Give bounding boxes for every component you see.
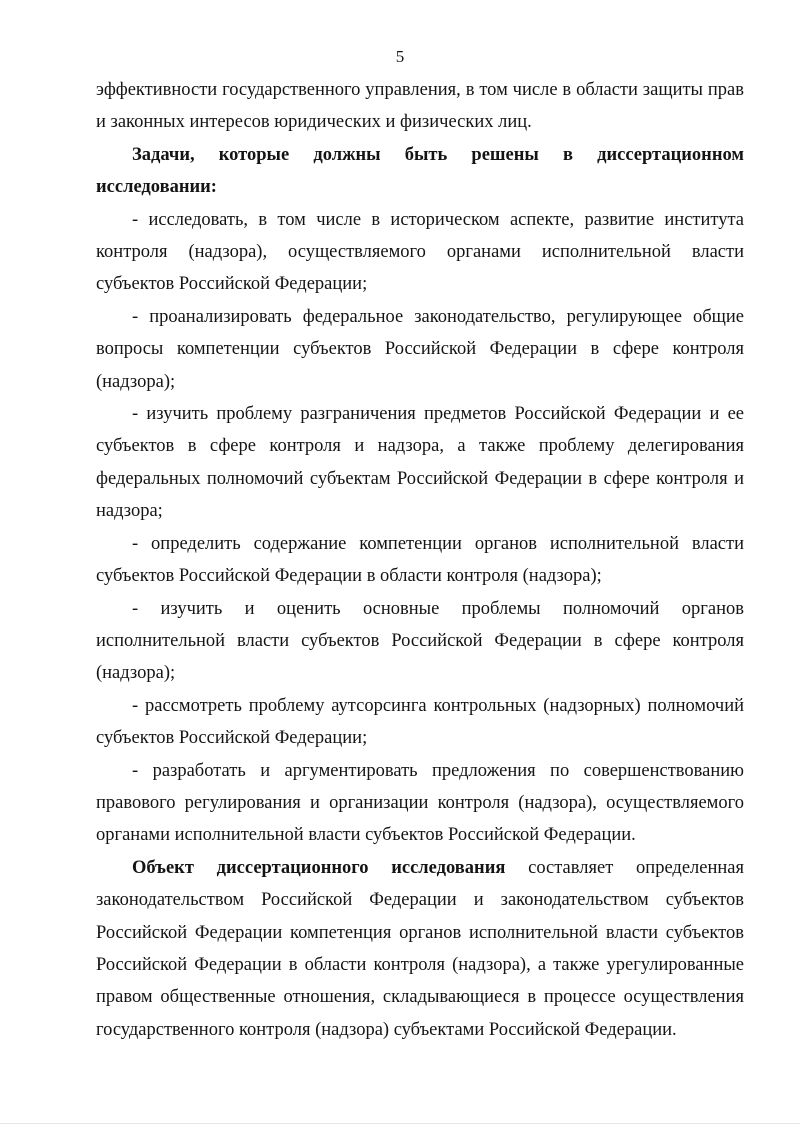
paragraph-research-object — [96, 852, 744, 1046]
research-object-heading: Объект диссертационного исследования — [132, 857, 506, 878]
task-item-text: - изучить проблему разграничения предметов Российской Федерации и ее субъектов в сфере контроля и надзора, а также проблему делегирования федеральных полномочий субъектам Российской Федерации в сфере контроля и надзора; — [96, 404, 744, 522]
task-item — [96, 204, 744, 301]
scan-edge-divider — [0, 1123, 800, 1124]
task-item-text: - рассмотреть проблему аутсорсинга контрольных (надзорных) полномочий субъектов Российской Федерации; — [96, 695, 744, 749]
task-item — [96, 398, 744, 528]
paragraph-tasks-heading — [96, 139, 744, 204]
task-item — [96, 690, 744, 755]
task-item-text: - проанализировать федеральное законодательство, регулирующее общие вопросы компетенции субъектов Российской Федерации в сфере контроля (надзора); — [96, 306, 744, 392]
task-item — [96, 301, 744, 398]
page-number: 5 — [395, 47, 405, 66]
page-body — [96, 74, 744, 1046]
task-item-text: - разработать и аргументировать предложения по совершенствованию правового регулирования и организации контроля (надзора), осуществляемого органами исполнительной власти субъектов Российской Федерации. — [96, 760, 744, 846]
task-item — [96, 528, 744, 593]
tasks-heading: Задачи, которые должны быть решены в диссертационном исследовании: — [96, 144, 744, 198]
task-item-text: - исследовать, в том числе в историческом аспекте, развитие института контроля (надзора), осуществляемого органами исполнительной власти субъектов Российской Федерации; — [96, 209, 744, 295]
paragraph-intro-continuation — [96, 74, 744, 139]
task-item — [96, 593, 744, 690]
paragraph-text: эффективности государственного управления, в том числе в области защиты прав и законных интересов юридических и физических лиц. — [96, 80, 744, 133]
task-item — [96, 755, 744, 852]
task-item-text: - определить содержание компетенции органов исполнительной власти субъектов Российской Федерации в области контроля (надзора); — [96, 533, 744, 587]
task-item-text: - изучить и оценить основные проблемы полномочий органов исполнительной власти субъектов Российской Федерации в сфере контроля (надзора); — [96, 598, 744, 684]
research-object-text: составляет определенная законодательством Российской Федерации и законодательством субъектов Российской Федерации компетенция органов исполнительной власти субъектов Российской Федерации в области контроля (надзора), а также урегулированные правом общественные отношения, складывающиеся в процессе осуществления государственного контроля (надзора) субъектами Российской Федерации. — [96, 857, 744, 1040]
